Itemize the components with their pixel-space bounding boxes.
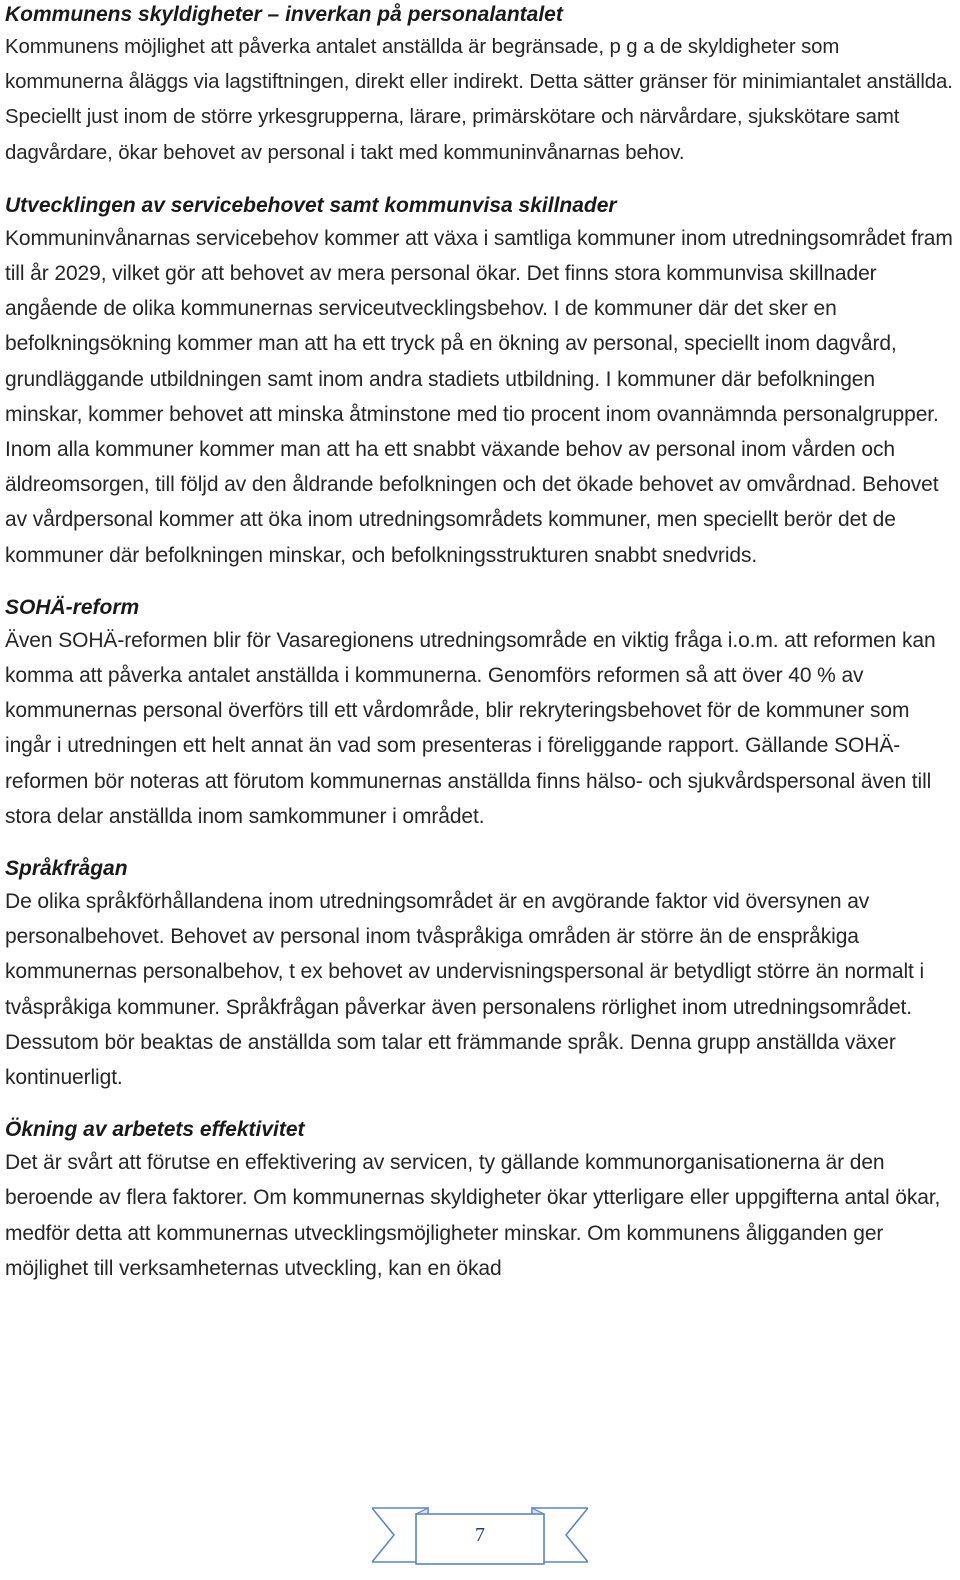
section-paragraph: De olika språkförhållandena inom utredningsområdet är en avgörande faktor vid översynen av personalbehovet. Behovet av personal inom tvåspråkiga områden är större än de enspråkiga kommunernas personalbehov, t ex behovet av undervisningspersonal är betydligt större än normalt i tvåspråkiga kommuner. Språkfrågan påverkar även personalens rörlighet inom utredningsområdet. Dessutom bör beaktas de anställda som talar ett främmande språk. Denna grupp anställda växer kontinuerligt. — [5, 890, 925, 1090]
section-paragraph: Kommunens möjlighet att påverka antalet anställda är begränsade, p g a de skyldigheter som kommunerna åläggs via lagstiftningen, direkt eller indirekt. Detta sätter gränser för minimiantalet anställda. Speciellt just inom de större yrkesgrupperna, lärare, primärskötare och närvårdare, sjukskötare samt dagvårdare, ökar behovet av personal i takt med kommuninvånarnas behov. — [5, 36, 953, 164]
section-heading: Utvecklingen av servicebehovet samt kommunvisa skillnader — [5, 193, 617, 217]
section-soha-reform — [5, 593, 955, 834]
section-heading: SOHÄ-reform — [5, 595, 140, 619]
section-sprakfragan — [5, 854, 955, 1095]
section-paragraph: Även SOHÄ-reformen blir för Vasaregionens utredningsområde en viktig fråga i.o.m. att reformen kan komma att påverka antalet anställda i kommunerna. Genomförs reformen så att över 40 % av kommunernas personal överförs till ett vårdområde, blir rekryteringsbehovet för de kommuner som ingår i utredningen ett helt annat än vad som presenteras i föreliggande rapport. Gällande SOHÄ-reformen bör noteras att förutom kommunernas anställda finns hälso- och sjukvårdspersonal även till stora delar anställda inom samkommuner i området. — [5, 628, 936, 828]
section-paragraph: Kommuninvånarnas servicebehov kommer att växa i samtliga kommuner inom utredningsområdet fram till år 2029, vilket gör att behovet av mera personal ökar. Det finns stora kommunvisa skillnader angående de olika kommunernas serviceutvecklingsbehov. I de kommuner där det sker en befolkningsökning kommer man att ha ett tryck på en ökning av personal, speciellt inom dagvård, grundläggande utbildningen samt inom andra stadiets utbildning. I kommuner där befolkningen minskar, kommer behovet att minska åtminstone med tio procent inom ovannämnda personalgrupper. Inom alla kommuner kommer man att ha ett snabbt växande behov av personal inom vården och äldreomsorgen, till följd av den åldrande befolkningen och det ökade behovet av omvårdnad. Behovet av vårdpersonal kommer att öka inom utredningsområdets kommuner, men speciellt berör det de kommuner där befolkningen minskar, och befolkningsstrukturen snabbt snedvrids. — [5, 226, 953, 567]
section-servicebehov — [5, 191, 955, 573]
page-number: 7 — [475, 1524, 485, 1546]
section-paragraph: Det är svårt att förutse en effektivering av servicen, ty gällande kommunorganisationerna är den beroende av flera faktorer. Om kommunernas skyldigheter ökar ytterligare eller uppgifterna antal ökar, medför detta att kommunernas utvecklingsmöjligheter minskar. Om kommunens åligganden ger möjlighet till verksamheternas utveckling, kan en ökad — [5, 1151, 941, 1280]
page-footer — [372, 1504, 588, 1566]
section-heading: Ökning av arbetets effektivitet — [5, 1118, 305, 1142]
section-heading: Kommunens skyldigheter – inverkan på personalantalet — [5, 3, 563, 26]
section-heading: Språkfrågan — [5, 857, 128, 881]
section-effektivitet — [5, 1115, 955, 1286]
section-skyldigheter — [5, 0, 955, 171]
document-page — [5, 0, 955, 1286]
